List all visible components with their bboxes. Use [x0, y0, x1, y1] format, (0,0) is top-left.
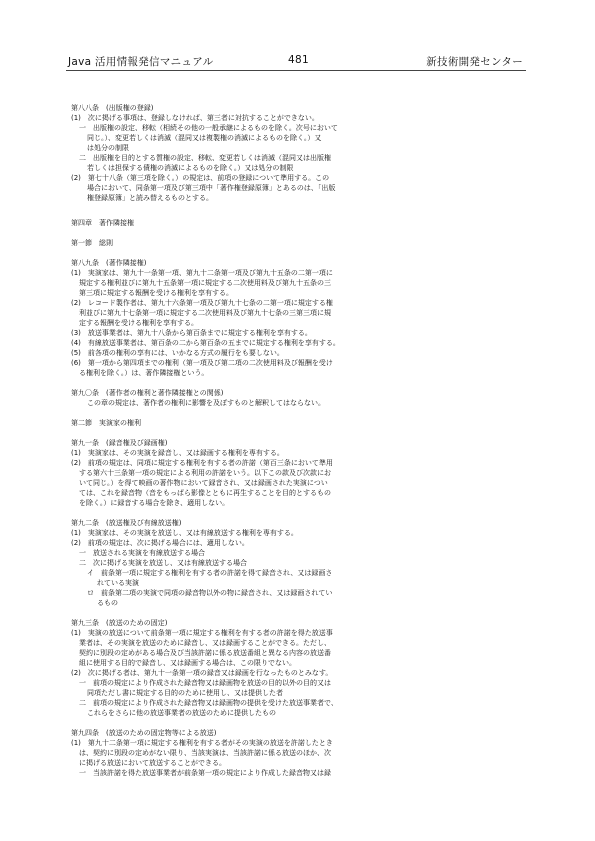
paragraph-gap: [71, 248, 536, 258]
page-number: 481: [288, 54, 309, 66]
text-line: 二 前項の規定により作成された録音物又は録画物の提供を受けた放送事業者で、: [79, 699, 338, 707]
document-body: [71, 103, 536, 778]
paragraph-gap: [71, 608, 536, 618]
text-line: 一 放送される実演を有線放送する場合: [79, 549, 205, 557]
text-line: 一 出版権の設定、移転（相続その他の一般承継によるものを除く。次号において: [79, 124, 338, 132]
text-line: 規定する権利並びに第九十五条第一項に規定する二次使用料及び第九十五条の三: [79, 279, 331, 287]
section-heading: 第九一条 (録音権及び録画権): [71, 439, 168, 447]
text-line: る権利を除く。）は、著作隣接権という。: [79, 369, 209, 377]
text-line: (3) 放送事業者は、第九十八条から第百条までに規定する権利を享有する。: [71, 329, 312, 337]
text-line: れている実演: [97, 579, 139, 587]
paragraph-gap: [71, 408, 536, 418]
text-line: ロ 前条第二項の実演で同項の録音物以外の物に録音され、又は録画されてい: [87, 589, 333, 597]
text-line: これらをさらに他の放送事業者の放送のために提供したもの: [87, 709, 276, 717]
text-line: 第三項に規定する報酬を受ける権利を享有する。: [79, 289, 233, 297]
section-heading: 第一節 総則: [71, 239, 113, 247]
section-heading: 第九〇条 (著作者の権利と著作隣接権との関係): [71, 389, 224, 397]
text-line: イ 前条第一項に規定する権利を有する者の許諾を得て録音され、又は録画さ: [87, 569, 333, 577]
text-line: いて同じ。）を得て映画の著作物において録音され、又は録画された実演につい: [79, 479, 328, 487]
text-line: この章の規定は、著作者の権利に影響を及ぼすものと解釈してはならない。: [87, 399, 325, 407]
text-line: (4) 有線放送事業者は、第百条の二から第百条の五までに規定する権利を享有する。: [71, 339, 340, 347]
text-line: (2) 第七十八条（第三項を除く。）の規定は、前項の登録について準用する。この: [71, 174, 330, 182]
text-line: るもの: [97, 599, 118, 607]
section-heading: 第九三条 (放送のための固定): [71, 619, 168, 627]
paragraph-gap: [71, 228, 536, 238]
text-line: 場合において、同条第一項及び第三項中「著作権登録原簿」とあるのは、「出版: [87, 184, 336, 192]
running-header-org: 新技術開発センター: [426, 56, 523, 68]
text-line: (1) 実演の放送について前条第一項に規定する権利を有する者の許諾を得た放送事: [71, 629, 333, 637]
text-line: (2) 前項の規定は、同項に規定する権利を有する者の許諾（第百三条において準用: [71, 459, 333, 467]
text-line: は、契約に別段の定めがない限り、当該実演は、当該許諾に係る放送のほか、次: [79, 749, 331, 757]
text-line: に掲げる放送において放送することができる。: [79, 759, 226, 767]
section-heading: 第九四条 (放送のための固定物等による放送): [71, 729, 217, 737]
text-line: (2) 次に掲げる者は、第九十一条第一項の録音又は録画を行なったものとみなす。: [71, 669, 333, 677]
paragraph-gap: [71, 718, 536, 728]
text-line: 定する報酬を受ける権利を享有する。: [79, 319, 198, 327]
text-line: 一 前項の規定により作成された録音物又は録画物を放送の目的以外の目的又は: [79, 679, 331, 687]
paragraph-gap: [71, 203, 536, 218]
text-line: 権登録原簿」と読み替えるものとする。: [87, 194, 213, 202]
paragraph-gap: [71, 378, 536, 388]
text-line: (1) 実演家は、第九十一条第一項、第九十二条第一項及び第九十五条の二第一項に: [71, 269, 333, 277]
section-heading: 第四章 著作隣接権: [71, 219, 134, 227]
section-heading: 第八八条 (出版権の登録): [71, 104, 154, 112]
text-line: (1) 第九十二条第一項に規定する権利を有する者がその実演の放送を許諾したとき: [71, 739, 333, 747]
text-line: 同項ただし書に規定する目的のために使用し、又は提供した者: [87, 689, 283, 697]
text-line: 契約に別段の定めがある場合及び当該許諾に係る放送番組と異なる内容の放送番: [79, 649, 331, 657]
text-line: (1) 実演家は、その実演を放送し、又は有線放送する権利を専有する。: [71, 529, 298, 537]
text-line: 利並びに第九十七条第一項に規定する二次使用料及び第九十七条の三第三項に規: [79, 309, 331, 317]
header-rule: [66, 70, 526, 71]
text-line: 二 出版権を目的とする質権の設定、移転、変更若しくは消滅（混同又は出版権: [79, 154, 331, 162]
text-line: 業者は、その実演を放送のために録音し、又は録画することができる。ただし、: [79, 639, 331, 647]
text-line: 組に使用する目的で録音し、又は録画する場合は、この限りでない。: [79, 659, 296, 667]
text-line: (1) 次に掲げる事項は、登録しなければ、第三者に対抗することができない。: [71, 114, 319, 122]
text-line: する第六十三条第一項の規定による利用の許諾をいう。以下この款及び次款にお: [79, 469, 331, 477]
paragraph-gap: [71, 508, 536, 518]
text-line: は処分の制限: [87, 144, 129, 152]
text-line: (2) レコード製作者は、第九十六条第一項及び第九十七条の二第一項に規定する権: [71, 299, 333, 307]
text-line: 若しくは担保する債権の消滅によるものを除く。）又は処分の制限: [87, 164, 294, 172]
text-line: 一 当該許諾を得た放送事業者が前条第一項の規定により作成した録音物又は録: [79, 769, 331, 777]
text-line: (5) 前各項の権利の享有には、いかなる方式の履行をも要しない。: [71, 349, 284, 357]
text-line: (1) 実演家は、その実演を録音し、又は録画する権利を専有する。: [71, 449, 284, 457]
section-heading: 第九二条 (放送権及び有線放送権): [71, 519, 182, 527]
section-heading: 第八九条 (著作隣接権): [71, 259, 147, 267]
text-line: (2) 前項の規定は、次に掲げる場合には、適用しない。: [71, 539, 249, 547]
section-heading: 第二節 実演家の権利: [71, 419, 141, 427]
paragraph-gap: [71, 428, 536, 438]
text-line: ては、これを録音物（音をもっぱら影像とともに再生することを目的とするもの: [79, 489, 331, 497]
text-line: 同じ。）、変更若しくは消滅（混同又は複製権の消滅によるものを除く。）又: [87, 134, 322, 142]
text-line: を除く。）に録音する場合を除き、適用しない。: [79, 499, 230, 507]
running-header-title: Java 活用情報発信マニュアル: [68, 56, 214, 68]
text-line: (6) 第一項から第四項までの権利（第一項及び第二項の二次使用料及び報酬を受け: [71, 359, 333, 367]
text-line: 二 次に掲げる実演を放送し、又は有線放送する場合: [79, 559, 247, 567]
